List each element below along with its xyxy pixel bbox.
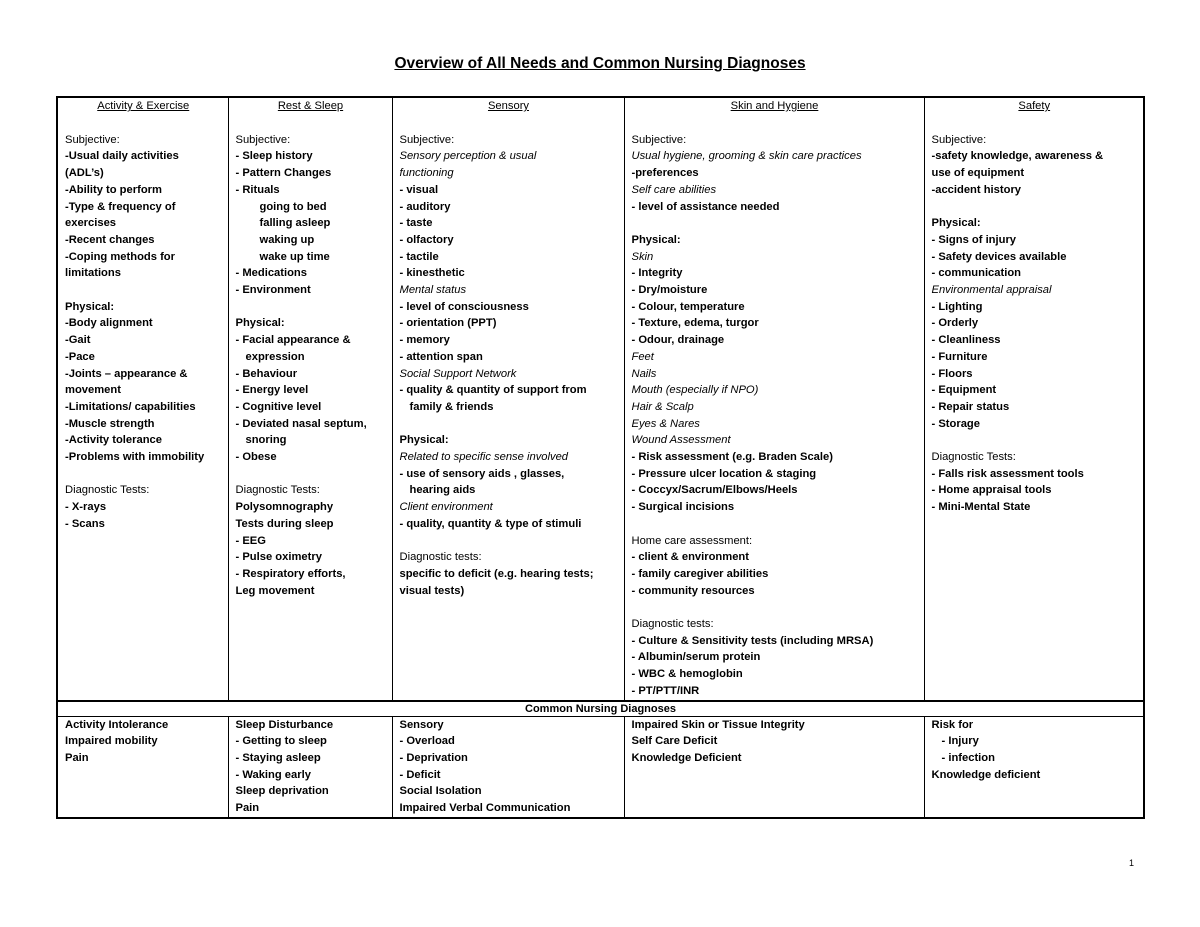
column-lines [932, 132, 1138, 516]
assessment-line: - Cleanliness [931, 334, 1001, 347]
assessment-line: Usual hygiene, grooming & skin care practices [631, 150, 862, 163]
assessment-line: limitations [65, 267, 121, 280]
diagnosis-line: Knowledge deficient [931, 768, 1041, 781]
assessment-line: - Surgical incisions [631, 501, 735, 514]
assessment-row [57, 97, 1144, 701]
assessment-line: -Pace [65, 350, 95, 363]
assessment-line: -Limitations/ capabilities [65, 400, 196, 413]
assessment-line: -Type & frequency of [65, 200, 176, 213]
assessment-line: - community resources [631, 584, 755, 597]
spacer [65, 282, 222, 299]
assessment-line: - Obese [235, 451, 277, 464]
column-rest-sleep [228, 97, 392, 701]
diagnoses-row [57, 716, 1144, 818]
assessment-line: Subjective: [631, 133, 687, 146]
column-lines [236, 132, 386, 600]
diagnosis-line: - Overload [399, 735, 455, 748]
assessment-line: falling asleep [259, 217, 331, 230]
assessment-line: - Respiratory efforts, [235, 567, 346, 580]
assessment-line: -Ability to perform [65, 183, 162, 196]
assessment-line: - Texture, edema, turgor [631, 317, 759, 330]
assessment-line: - Orderly [931, 317, 979, 330]
assessment-line: -preferences [631, 167, 699, 180]
assessment-line: Feet [631, 350, 654, 363]
assessment-line: - attention span [399, 350, 483, 363]
assessment-line: Polysomnography [235, 501, 334, 514]
assessment-line: -Body alignment [65, 317, 153, 330]
column-lines [65, 132, 222, 533]
assessment-line: Mental status [399, 284, 467, 297]
assessment-line: Sensory perception & usual [399, 150, 537, 163]
assessment-line: - Risk assessment (e.g. Braden Scale) [631, 451, 833, 464]
assessment-line: - auditory [399, 200, 451, 213]
column-lines [632, 132, 918, 700]
assessment-line: - Pattern Changes [235, 167, 332, 180]
column-heading: Activity & Exercise [97, 100, 190, 112]
diagnosis-line: Impaired Verbal Communication [399, 802, 571, 815]
column-heading: Sensory [487, 100, 530, 112]
assessment-line: - quality, quantity & type of stimuli [399, 517, 582, 530]
assessment-line: -Problems with immobility [65, 451, 205, 464]
assessment-line: hearing aids [409, 484, 476, 497]
assessment-line: Diagnostic tests: [399, 551, 482, 564]
assessment-line: - Colour, temperature [631, 300, 745, 313]
spacer [236, 299, 386, 316]
diagnosis-line: - Waking early [235, 768, 311, 781]
assessment-line: - Equipment [931, 384, 997, 397]
assessment-line: Physical: [399, 434, 449, 447]
assessment-line: - family caregiver abilities [631, 567, 769, 580]
diagnosis-line: - Staying asleep [235, 751, 321, 764]
assessment-line: visual tests) [399, 584, 465, 597]
diagnosis-line: - Deprivation [399, 751, 468, 764]
column-activity-exercise [57, 97, 228, 701]
diagnosis-line: Self Care Deficit [631, 735, 718, 748]
assessment-line: Wound Assessment [631, 434, 731, 447]
assessment-line: - Signs of injury [931, 233, 1017, 246]
assessment-line: -Recent changes [65, 233, 155, 246]
assessment-line: Physical: [631, 233, 681, 246]
assessment-line: - memory [399, 334, 450, 347]
spacer [632, 516, 918, 533]
assessment-line: - Mini-Mental State [931, 501, 1031, 514]
assessment-line: Self care abilities [631, 183, 717, 196]
assessment-line: - Repair status [931, 400, 1010, 413]
diagnosis-line: Risk for [931, 718, 974, 731]
assessment-line: - Deviated nasal septum, [235, 417, 367, 430]
assessment-line: - Pressure ulcer location & staging [631, 467, 817, 480]
assessment-line: - Culture & Sensitivity tests (including MRSA) [631, 634, 874, 647]
spacer [932, 432, 1138, 449]
assessment-line: Eyes & Nares [631, 417, 700, 430]
assessment-line: - level of assistance needed [631, 200, 780, 213]
column-safety [924, 97, 1144, 701]
assessment-line: Client environment [399, 501, 493, 514]
assessment-line: functioning [399, 167, 454, 180]
spacer [400, 533, 618, 550]
assessment-line: - X-rays [65, 501, 107, 514]
spacer [932, 199, 1138, 216]
assessment-line: movement [65, 384, 121, 397]
assessment-line: snoring [245, 434, 287, 447]
page-title: Overview of All Needs and Common Nursing Diagnoses [394, 55, 806, 72]
diagnosis-line: Pain [65, 751, 89, 764]
page-number: 1 [1129, 858, 1135, 868]
assessment-line: - orientation (PPT) [399, 317, 497, 330]
assessment-line: - Falls risk assessment tools [931, 467, 1084, 480]
assessment-line: - Home appraisal tools [931, 484, 1052, 497]
diagnoses-rest-sleep [228, 716, 392, 818]
assessment-line: -Muscle strength [65, 417, 155, 430]
assessment-line: Environmental appraisal [931, 284, 1052, 297]
assessment-line: - Pulse oximetry [235, 551, 322, 564]
diagnosis-line: Sensory [399, 718, 444, 731]
assessment-line: going to bed [259, 200, 327, 213]
assessment-line: - Behaviour [235, 367, 298, 380]
spacer [632, 599, 918, 616]
assessment-line: Tests during sleep [235, 517, 334, 530]
assessment-line: - visual [399, 183, 439, 196]
assessment-line: family & friends [409, 400, 494, 413]
assessment-line: - Environment [235, 284, 311, 297]
assessment-line: - client & environment [631, 551, 749, 564]
assessment-line: - Albumin/serum protein [631, 651, 761, 664]
assessment-line: wake up time [259, 250, 330, 263]
column-heading: Rest & Sleep [277, 100, 344, 112]
column-heading: Safety [1018, 100, 1051, 112]
assessment-line: - use of sensory aids , glasses, [399, 467, 565, 480]
assessment-line: -safety knowledge, awareness & [931, 150, 1104, 163]
assessment-line: Subjective: [931, 133, 987, 146]
assessment-line: - tactile [399, 250, 439, 263]
needs-table [56, 96, 1145, 819]
assessment-line: -Gait [65, 334, 91, 347]
assessment-line: Diagnostic tests: [631, 618, 714, 631]
assessment-line: - Scans [65, 517, 105, 530]
assessment-line: - Energy level [235, 384, 309, 397]
diagnosis-line: Knowledge Deficient [631, 751, 742, 764]
assessment-line: - Odour, drainage [631, 334, 725, 347]
assessment-line: Subjective: [399, 133, 455, 146]
assessment-line: use of equipment [931, 167, 1025, 180]
assessment-line: Physical: [931, 217, 981, 230]
assessment-line: - WBC & hemoglobin [631, 668, 743, 681]
assessment-line: Related to specific sense involved [399, 451, 569, 464]
assessment-line: exercises [65, 217, 117, 230]
assessment-line: - Rituals [235, 183, 280, 196]
diagnosis-line: Impaired Skin or Tissue Integrity [631, 718, 805, 731]
assessment-line: Social Support Network [399, 367, 517, 380]
diagnosis-line: Social Isolation [399, 785, 482, 798]
assessment-line: Leg movement [235, 584, 315, 597]
assessment-line: - Storage [931, 417, 980, 430]
assessment-line: Mouth (especially if NPO) [631, 384, 759, 397]
assessment-line: -Coping methods for [65, 250, 175, 263]
assessment-line: - taste [399, 217, 433, 230]
diagnosis-line: Activity Intolerance [65, 718, 169, 731]
assessment-line: - Integrity [631, 267, 683, 280]
diagnoses-safety [924, 716, 1144, 818]
assessment-line: - Coccyx/Sacrum/Elbows/Heels [631, 484, 798, 497]
assessment-line: expression [245, 350, 305, 363]
common-diagnoses-heading: Common Nursing Diagnoses [57, 701, 1144, 717]
column-lines [400, 132, 618, 600]
assessment-line: Hair & Scalp [631, 400, 694, 413]
assessment-line: - Safety devices available [931, 250, 1067, 263]
assessment-line: -Activity tolerance [65, 434, 162, 447]
assessment-line: Diagnostic Tests: [931, 451, 1016, 464]
diagnoses-sensory [392, 716, 624, 818]
diagnosis-line: - Getting to sleep [235, 735, 327, 748]
assessment-line: Physical: [235, 317, 285, 330]
assessment-line: specific to deficit (e.g. hearing tests; [399, 567, 594, 580]
assessment-line: Diagnostic Tests: [235, 484, 320, 497]
diagnosis-line: Sleep Disturbance [235, 718, 334, 731]
assessment-line: Physical: [65, 300, 115, 313]
assessment-line: - EEG [235, 534, 266, 547]
assessment-line: - Furniture [931, 350, 988, 363]
assessment-line: Home care assessment: [631, 534, 753, 547]
assessment-line: Diagnostic Tests: [65, 484, 150, 497]
diagnosis-line: - Injury [941, 735, 979, 748]
assessment-line: Subjective: [235, 133, 291, 146]
assessment-line: - quality & quantity of support from [399, 384, 587, 397]
column-heading: Skin and Hygiene [730, 100, 819, 112]
assessment-line: -accident history [931, 183, 1022, 196]
assessment-line: - level of consciousness [399, 300, 529, 313]
assessment-line: - Medications [235, 267, 307, 280]
assessment-line: -Usual daily activities [65, 150, 179, 163]
assessment-line: - Facial appearance & [235, 334, 351, 347]
assessment-line: - Cognitive level [235, 400, 322, 413]
assessment-line: -Joints – appearance & [65, 367, 188, 380]
assessment-line: - olfactory [399, 233, 454, 246]
diagnosis-line: - Deficit [399, 768, 441, 781]
common-diagnoses-header-row [57, 701, 1144, 717]
assessment-line: Skin [631, 250, 654, 263]
assessment-line: - Lighting [931, 300, 983, 313]
assessment-line: - PT/PTT/INR [631, 684, 700, 697]
assessment-line: - communication [931, 267, 1022, 280]
diagnosis-line: Impaired mobility [65, 735, 158, 748]
assessment-line: - Floors [931, 367, 973, 380]
column-sensory [392, 97, 624, 701]
spacer [400, 416, 618, 433]
diagnosis-line: - infection [941, 751, 995, 764]
assessment-line: - Sleep history [235, 150, 313, 163]
assessment-line: waking up [259, 233, 315, 246]
assessment-line: - kinesthetic [399, 267, 465, 280]
diagnosis-line: Pain [235, 802, 260, 815]
spacer [65, 466, 222, 483]
spacer [236, 466, 386, 483]
assessment-line: - Dry/moisture [631, 284, 708, 297]
diagnoses-skin [624, 716, 924, 818]
assessment-line: Subjective: [65, 133, 120, 146]
spacer [632, 215, 918, 232]
diagnoses-activity [57, 716, 228, 818]
assessment-line: Nails [631, 367, 657, 380]
column-skin-hygiene [624, 97, 924, 701]
assessment-line: (ADL’s) [65, 167, 104, 180]
diagnosis-line: Sleep deprivation [235, 785, 329, 798]
